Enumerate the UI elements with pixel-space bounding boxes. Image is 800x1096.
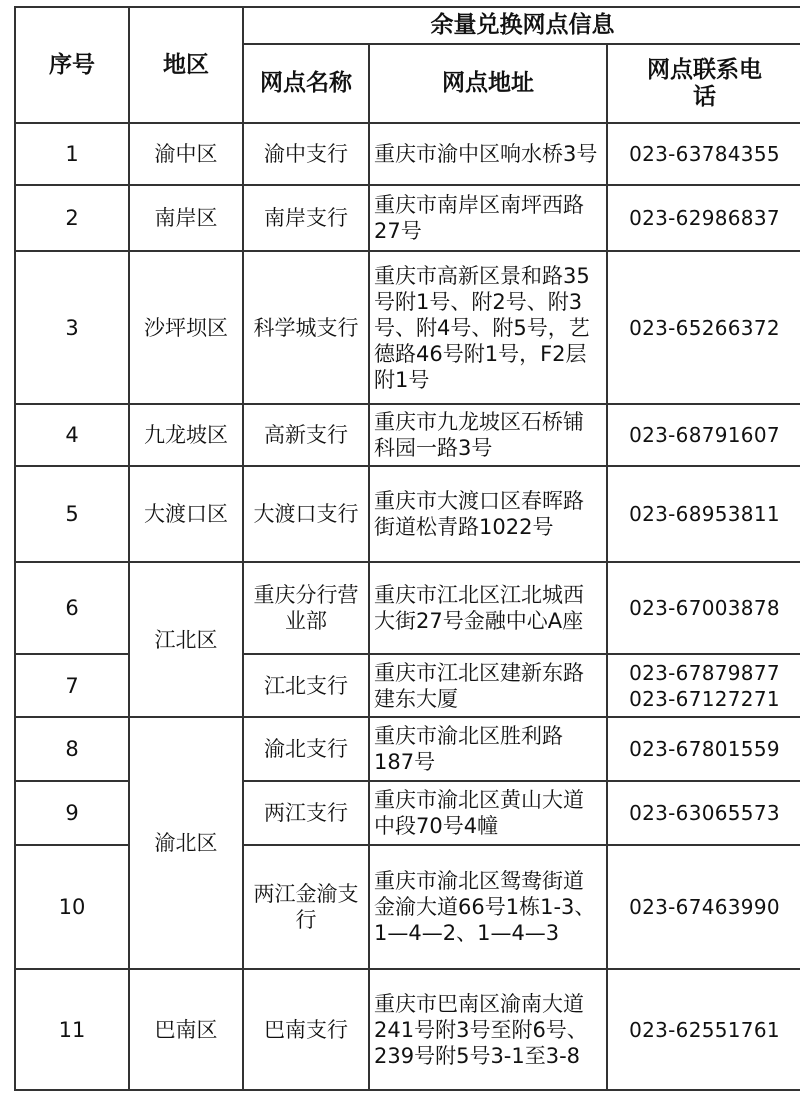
table-row	[15, 404, 800, 466]
header-row-top	[15, 7, 800, 44]
header-region: 地区	[129, 7, 243, 123]
cell-address: 重庆市渝中区响水桥3号	[369, 123, 607, 185]
cell-no: 8	[15, 717, 129, 781]
cell-phone	[607, 404, 800, 466]
cell-region: 巴南区	[129, 969, 243, 1090]
table-row	[15, 251, 800, 404]
header-branch: 网点名称	[243, 44, 369, 123]
cell-no: 10	[15, 845, 129, 969]
table-row	[15, 969, 800, 1090]
phone-number: 023-63065573	[629, 801, 780, 825]
cell-branch: 重庆分行营业部	[243, 562, 369, 654]
cell-no: 2	[15, 185, 129, 251]
cell-phone	[607, 969, 800, 1090]
cell-phone	[607, 466, 800, 562]
header-address: 网点地址	[369, 44, 607, 123]
cell-phone	[607, 251, 800, 404]
phone-number: 023-63784355	[629, 142, 780, 166]
table-row	[15, 185, 800, 251]
cell-region: 江北区	[129, 562, 243, 717]
cell-region: 渝中区	[129, 123, 243, 185]
phone-number: 023-67463990	[629, 895, 780, 919]
header-group: 余量兑换网点信息	[243, 7, 800, 44]
cell-address: 重庆市渝北区黄山大道中段70号4幢	[369, 781, 607, 845]
cell-no: 11	[15, 969, 129, 1090]
phone-number: 023-67127271	[629, 686, 780, 711]
cell-address: 重庆市江北区建新东路建东大厦	[369, 654, 607, 717]
cell-no: 3	[15, 251, 129, 404]
phone-number: 023-67879877	[629, 660, 780, 685]
cell-address: 重庆市南岸区南坪西路27号	[369, 185, 607, 251]
phone-number: 023-65266372	[629, 315, 780, 340]
phone-number: 023-68791607	[629, 423, 780, 447]
table-row	[15, 123, 800, 185]
header-phone: 网点联系电话	[607, 44, 800, 123]
cell-branch: 渝中支行	[243, 123, 369, 185]
cell-branch: 高新支行	[243, 404, 369, 466]
phone-number: 023-62986837	[629, 206, 780, 230]
cell-no: 7	[15, 654, 129, 717]
cell-region: 九龙坡区	[129, 404, 243, 466]
cell-phone	[607, 845, 800, 969]
cell-no: 4	[15, 404, 129, 466]
cell-phone	[607, 654, 800, 717]
cell-branch: 大渡口支行	[243, 466, 369, 562]
header-no: 序号	[15, 7, 129, 123]
table-row	[15, 562, 800, 654]
cell-phone	[607, 185, 800, 251]
cell-phone	[607, 717, 800, 781]
cell-phone	[607, 562, 800, 654]
cell-no: 1	[15, 123, 129, 185]
cell-no: 9	[15, 781, 129, 845]
cell-region: 渝北区	[129, 717, 243, 969]
cell-address: 重庆市大渡口区春晖路街道松青路1022号	[369, 466, 607, 562]
cell-region: 沙坪坝区	[129, 251, 243, 404]
cell-no: 5	[15, 466, 129, 562]
cell-address: 重庆市渝北区鸳鸯街道金渝大道66号1栋1-3、1—4—2、1—4—3	[369, 845, 607, 969]
phone-number: 023-68953811	[629, 502, 780, 526]
cell-branch: 科学城支行	[243, 251, 369, 404]
cell-address: 重庆市高新区景和路35号附1号、附2号、附3号、附4号、附5号，艺德路46号附1号，F2层附1号	[369, 251, 607, 404]
branch-info-table	[14, 6, 800, 1091]
cell-phone	[607, 781, 800, 845]
cell-branch: 两江支行	[243, 781, 369, 845]
cell-region: 南岸区	[129, 185, 243, 251]
cell-branch: 两江金渝支行	[243, 845, 369, 969]
cell-region: 大渡口区	[129, 466, 243, 562]
cell-address: 重庆市江北区江北城西大街27号金融中心A座	[369, 562, 607, 654]
cell-branch: 江北支行	[243, 654, 369, 717]
cell-branch: 南岸支行	[243, 185, 369, 251]
cell-address: 重庆市巴南区渝南大道241号附3号至附6号、239号附5号3-1至3-8	[369, 969, 607, 1090]
phone-number: 023-67003878	[629, 596, 780, 620]
cell-branch: 渝北支行	[243, 717, 369, 781]
table-row	[15, 466, 800, 562]
cell-address: 重庆市渝北区胜利路187号	[369, 717, 607, 781]
phone-number: 023-67801559	[629, 737, 780, 761]
cell-address: 重庆市九龙坡区石桥铺科园一路3号	[369, 404, 607, 466]
cell-phone	[607, 123, 800, 185]
table-row	[15, 717, 800, 781]
cell-branch: 巴南支行	[243, 969, 369, 1090]
cell-no: 6	[15, 562, 129, 654]
phone-number: 023-62551761	[629, 1017, 780, 1042]
